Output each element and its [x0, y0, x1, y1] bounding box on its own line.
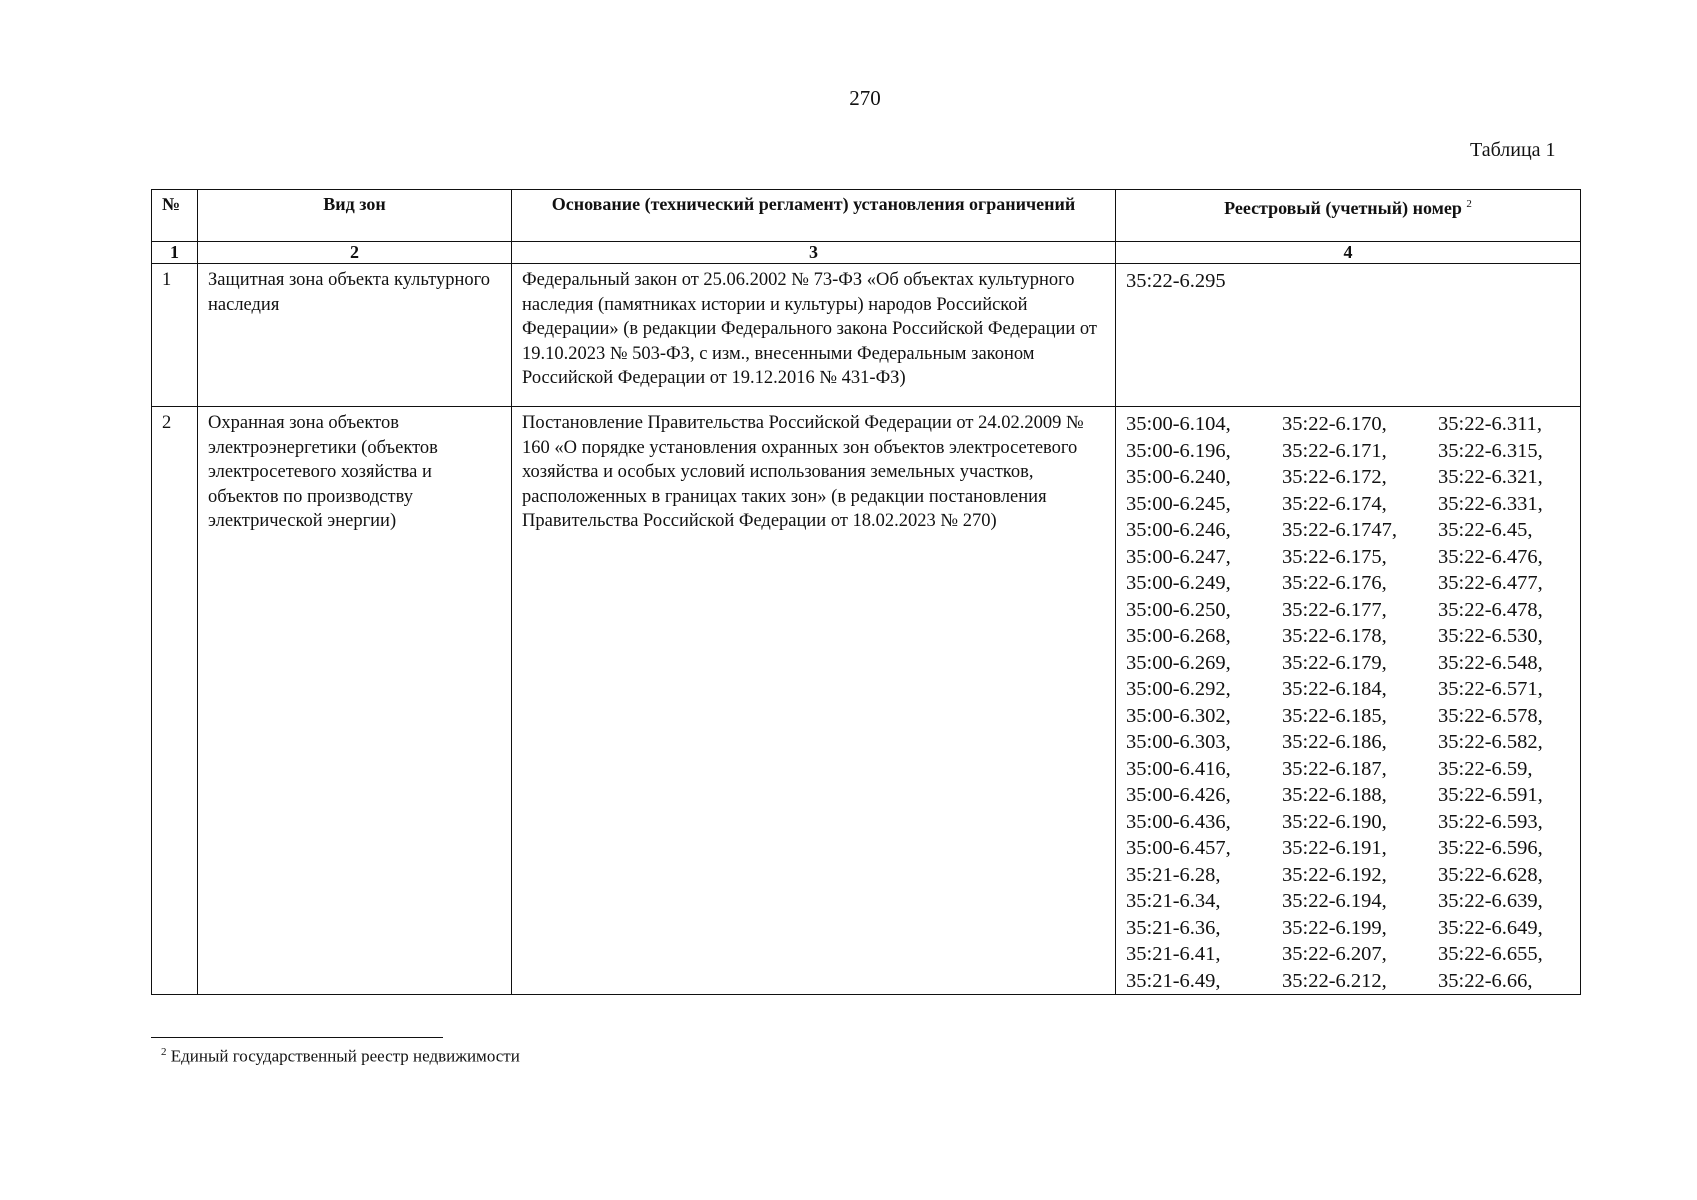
registry-cell: 35:22-6.295 — [1116, 264, 1581, 407]
column-number: 4 — [1116, 242, 1581, 264]
registry-number-list — [1126, 411, 1570, 994]
registry-number: 35:22-6.331, — [1438, 492, 1543, 515]
registry-number: 35:22-6.639, — [1438, 890, 1543, 912]
registry-number: 35:00-6.292, — [1126, 678, 1231, 700]
registry-number: 35:22-6.649, — [1438, 916, 1543, 939]
registry-number: 35:21-6.34, — [1126, 890, 1221, 912]
registry-cell — [1116, 407, 1581, 995]
registry-number: 35:22-6.548, — [1438, 651, 1543, 674]
table-row — [152, 407, 1581, 995]
registry-number: 35:22-6.321, — [1438, 466, 1543, 488]
registry-number: 35:22-6.593, — [1438, 810, 1543, 833]
registry-number: 35:00-6.269, — [1126, 651, 1231, 674]
registry-number: 35:22-6.655, — [1438, 943, 1543, 965]
registry-number: 35:00-6.457, — [1126, 837, 1231, 859]
footnote-mark: 2 — [161, 1046, 167, 1058]
column-number: 3 — [512, 242, 1116, 264]
registry-number: 35:22-6.582, — [1438, 731, 1543, 753]
registry-number: 35:00-6.247, — [1126, 545, 1231, 568]
registry-number: 35:00-6.250, — [1126, 598, 1231, 621]
registry-number: 35:00-6.268, — [1126, 625, 1231, 647]
registry-number: 35:00-6.426, — [1126, 784, 1231, 806]
header-zone-type: Вид зон — [198, 190, 512, 242]
registry-number: 35:22-6.212, — [1282, 969, 1387, 992]
registry-number: 35:22-6.596, — [1438, 837, 1543, 859]
registry-number: 35:22-6.179, — [1282, 651, 1387, 674]
registry-number: 35:22-6.207, — [1282, 943, 1387, 965]
footnote-text: Единый государственный реестр недвижимости — [170, 1046, 520, 1066]
registry-number: 35:22-6.628, — [1438, 863, 1543, 886]
header-registry — [1116, 190, 1581, 242]
registry-number: 35:00-6.302, — [1126, 704, 1231, 727]
registry-number: 35:22-6.311, — [1438, 413, 1543, 435]
registry-number: 35:00-6.240, — [1126, 466, 1231, 488]
registry-number: 35:22-6.530, — [1438, 625, 1543, 647]
registry-number: 35:22-6.591, — [1438, 784, 1543, 806]
zone-type-cell: Охранная зона объектов электроэнергетики (объектов электросетевого хозяйства и объектов по производству электрической энергии) — [198, 407, 512, 995]
header-basis: Основание (технический регламент) установления ограничений — [512, 190, 1116, 242]
header-row — [152, 190, 1581, 242]
footnote-ref: 2 — [1466, 198, 1472, 210]
registry-number: 35:22-6.199, — [1282, 916, 1387, 939]
registry-number: 35:22-6.59, — [1438, 757, 1533, 780]
registry-number: 35:00-6.245, — [1126, 492, 1231, 515]
registry-number: 35:22-6.184, — [1282, 678, 1387, 700]
registry-number: 35:21-6.28, — [1126, 863, 1221, 886]
registry-number: 35:22-6.315, — [1438, 439, 1543, 462]
registry-number: 35:22-6.176, — [1282, 572, 1387, 594]
registry-number: 35:22-6.171, — [1282, 439, 1387, 462]
table-caption: Таблица 1 — [1470, 139, 1556, 161]
registry-number: 35:22-6.191, — [1282, 837, 1387, 859]
column-number-row — [152, 242, 1581, 264]
registry-number: 35:21-6.41, — [1126, 943, 1221, 965]
registry-number: 35:22-6.571, — [1438, 678, 1543, 700]
column-number: 2 — [198, 242, 512, 264]
footnote — [161, 1046, 520, 1067]
registry-number: 35:22-6.170, — [1282, 413, 1387, 435]
registry-number: 35:22-6.187, — [1282, 757, 1387, 780]
registry-number: 35:00-6.436, — [1126, 810, 1231, 833]
registry-number: 35:22-6.477, — [1438, 572, 1543, 594]
registry-number: 35:22-6.178, — [1282, 625, 1387, 647]
registry-number: 35:00-6.246, — [1126, 519, 1231, 541]
column-number: 1 — [152, 242, 198, 264]
registry-number: 35:21-6.36, — [1126, 916, 1221, 939]
registry-number: 35:00-6.416, — [1126, 757, 1231, 780]
registry-number: 35:22-6.66, — [1438, 969, 1533, 992]
zones-table — [151, 189, 1581, 995]
registry-number: 35:00-6.104, — [1126, 413, 1231, 435]
header-no: № — [152, 190, 198, 242]
registry-number: 35:22-6.185, — [1282, 704, 1387, 727]
registry-number: 35:22-6.45, — [1438, 519, 1533, 541]
registry-number: 35:22-6.172, — [1282, 466, 1387, 488]
page-number: 270 — [849, 86, 881, 110]
registry-number: 35:22-6.478, — [1438, 598, 1543, 621]
registry-number: 35:22-6.177, — [1282, 598, 1387, 621]
zone-type-cell: Защитная зона объекта культурного наследия — [198, 264, 512, 407]
registry-number: 35:22-6.578, — [1438, 704, 1543, 727]
row-number: 2 — [152, 407, 198, 995]
basis-cell: Постановление Правительства Российской Федерации от 24.02.2009 № 160 «О порядке установления охранных зон объектов электросетевого хозяйства и особых условий использования земельных участков, расположенных в границах таких зон» (в редакции постановления Правительства Российской Федерации от 18.02.2023 № 270) — [512, 407, 1116, 995]
registry-number: 35:22-6.1747, — [1282, 519, 1398, 541]
registry-number: 35:00-6.196, — [1126, 439, 1231, 462]
registry-number: 35:22-6.194, — [1282, 890, 1387, 912]
row-number: 1 — [152, 264, 198, 407]
registry-number: 35:22-6.190, — [1282, 810, 1387, 833]
registry-number: 35:22-6.175, — [1282, 545, 1387, 568]
registry-number: 35:22-6.192, — [1282, 863, 1387, 886]
header-registry-label: Реестровый (учетный) номер — [1224, 198, 1462, 218]
footnote-divider — [151, 1037, 443, 1038]
registry-number: 35:22-6.476, — [1438, 545, 1543, 568]
registry-number: 35:22-6.188, — [1282, 784, 1387, 806]
registry-number: 35:22-6.174, — [1282, 492, 1387, 515]
registry-number: 35:00-6.249, — [1126, 572, 1231, 594]
table-row — [152, 264, 1581, 407]
basis-cell: Федеральный закон от 25.06.2002 № 73-ФЗ «Об объектах культурного наследия (памятниках истории и культуры) народов Российской Федерации» (в редакции Федерального закона Российской Федерации от 19.10.2023 № 503-ФЗ, с изм., внесенными Федеральным законом Российской Федерации от 19.12.2016 № 431-ФЗ) — [512, 264, 1116, 407]
registry-number: 35:22-6.186, — [1282, 731, 1387, 753]
registry-number: 35:00-6.303, — [1126, 731, 1231, 753]
registry-number: 35:21-6.49, — [1126, 969, 1221, 992]
